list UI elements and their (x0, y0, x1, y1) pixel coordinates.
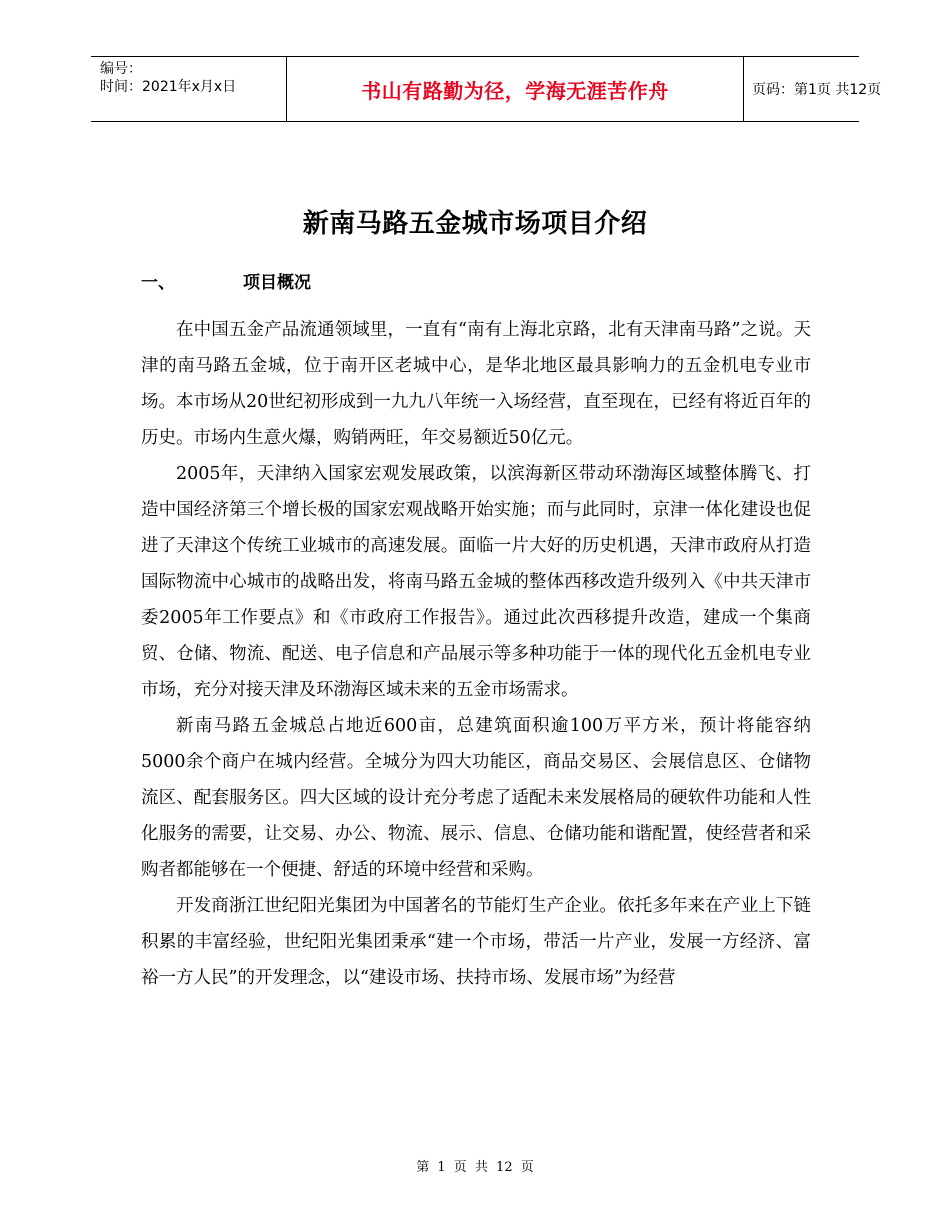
body-paragraph: 在中国五金产品流通领域里，一直有“南有上海北京路，北有天津南马路”之说。天津的南马路五金城，位于南开区老城中心，是华北地区最具影响力的五金机电专业市场。本市场从20世纪初形成到一九九八年统一入场经营，直至现在，已经有将近百年的历史。市场内生意火爆，购销两旺，年交易额近50亿元。 (141, 320, 811, 448)
document-title: 新南马路五金城市场项目介绍 (302, 209, 648, 239)
page-header (91, 56, 882, 122)
document-number-label: 编号： (100, 61, 142, 77)
section-number: 一、 (141, 273, 175, 293)
header-motto: 书山有路勤为径，学海无涯苦作舟 (361, 78, 669, 103)
section-title: 项目概况 (243, 273, 311, 293)
header-meta-cell (91, 57, 286, 121)
page-footer: 第 1 页 共 12 页 (416, 1160, 534, 1175)
header-page-label: 页码：第1页 共12页 (752, 82, 882, 98)
header-motto-cell (286, 57, 744, 121)
body-paragraph: 2005年，天津纳入国家宏观发展政策，以滨海新区带动环渤海区域整体腾飞、打造中国经济第三个增长极的国家宏观战略开始实施；而与此同时，京津一体化建设也促进了天津这个传统工业城市的高速发展。面临一片大好的历史机遇，天津市政府从打造国际物流中心城市的战略出发，将南马路五金城的整体西移改造升级列入《中共天津市委2005年工作要点》和《市政府工作报告》。通过此次西移提升改造，建成一个集商贸、仓储、物流、配送、电子信息和产品展示等多种功能于一体的现代化五金机电专业市场，充分对接天津及环渤海区域未来的五金市场需求。 (141, 464, 811, 700)
body-paragraph: 新南马路五金城总占地近600亩，总建筑面积逾100万平方米，预计将能容纳5000余个商户在城内经营。全城分为四大功能区，商品交易区、会展信息区、仓储物流区、配套服务区。四大区域的设计充分考虑了适配未来发展格局的硬软件功能和人性化服务的需要，让交易、办公、物流、展示、信息、仓储功能和谐配置，使经营者和采购者都能够在一个便捷、舒适的环境中经营和采购。 (141, 716, 811, 880)
section-heading (141, 270, 311, 296)
body-paragraph: 开发商浙江世纪阳光集团为中国著名的节能灯生产企业。依托多年来在产业上下链积累的丰富经验，世纪阳光集团秉承“建一个市场，带活一片产业，发展一方经济、富裕一方人民”的开发理念，以“建设市场、扶持市场、发展市场”为经营 (141, 896, 811, 988)
document-time-label: 时间：2021年x月x日 (100, 79, 237, 95)
header-page-cell (744, 57, 882, 121)
document-body (141, 312, 811, 996)
